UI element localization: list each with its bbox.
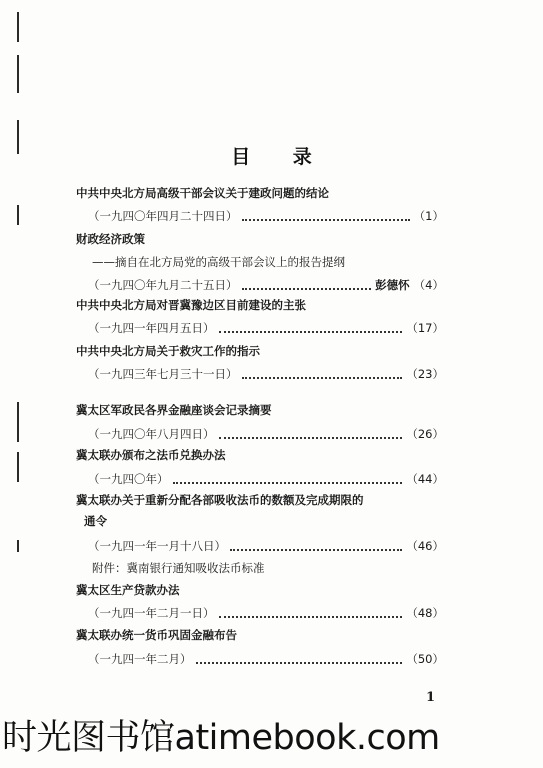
toc-entry-date: （一九四〇年四月二十四日） <box>88 209 238 223</box>
toc-title: 目 录 <box>231 146 330 168</box>
leader-dots <box>219 429 403 439</box>
toc-entry-date-line <box>88 471 444 487</box>
toc-entry-page: （17） <box>406 321 444 335</box>
toc-entry-title-continuation: 通令 <box>84 514 107 528</box>
toc-entry-date: （一九四一年二月） <box>88 652 192 666</box>
toc-entry-date: （一九四三年七月三十一日） <box>88 367 238 381</box>
toc-entry-date-line <box>88 426 444 442</box>
leader-dots <box>219 608 403 618</box>
toc-entry-date: （一九四〇年九月二十五日） <box>88 278 238 292</box>
toc-entry-date-line <box>88 320 444 336</box>
toc-entry-date-line <box>88 277 444 293</box>
toc-entry-date-line <box>88 651 444 667</box>
leader-dots <box>242 369 403 379</box>
toc-entry-date: （一九四一年四月五日） <box>88 321 215 335</box>
toc-entry-title: 冀太联办颁布之法币兑换办法 <box>76 448 226 462</box>
toc-entry-date: （一九四一年二月一日） <box>88 606 215 620</box>
toc-entry-page: （23） <box>406 367 444 381</box>
binding-mark <box>17 452 19 482</box>
binding-mark <box>17 402 19 442</box>
toc-entry-title: 冀太区军政民各界金融座谈会记录摘要 <box>76 403 272 417</box>
leader-dots <box>173 474 403 484</box>
toc-entry-page: （46） <box>406 539 444 553</box>
toc-entry-title: 中共中央北方局高级干部会议关于建政问题的结论 <box>76 186 329 200</box>
toc-entry-subtitle: ——摘自在北方局党的高级干部会议上的报告提纲 <box>92 255 345 269</box>
leader-dots <box>196 654 403 664</box>
leader-dots <box>242 211 410 221</box>
toc-entry-page: （4） <box>413 278 444 292</box>
leader-dots <box>230 541 402 551</box>
toc-entry-title: 冀太区生产贷款办法 <box>76 583 180 597</box>
toc-entry-author: 彭德怀 <box>375 278 410 292</box>
toc-entry-attachment: 附件：冀南银行通知吸收法币标准 <box>92 561 265 575</box>
binding-mark <box>17 540 19 552</box>
toc-entry-date-line <box>88 208 444 224</box>
leader-dots <box>242 280 372 290</box>
toc-entry-title: 冀太联办统一货币巩固金融布告 <box>76 628 237 642</box>
toc-entry-page: （1） <box>413 209 444 223</box>
binding-mark <box>17 12 19 42</box>
toc-entry-date: （一九四一年一月十八日） <box>88 539 226 553</box>
toc-entry-title: 中共中央北方局对晋冀豫边区目前建设的主张 <box>76 298 306 312</box>
toc-entry-title: 冀太联办关于重新分配各部吸收法币的数额及完成期限的 <box>76 493 364 507</box>
toc-entry-page: （26） <box>406 427 444 441</box>
toc-entry-page: （44） <box>406 472 444 486</box>
watermark: 时光图书馆atimebook.com <box>2 718 440 758</box>
binding-mark <box>17 55 19 93</box>
binding-mark <box>17 205 19 225</box>
page-number: 1 <box>426 690 436 705</box>
toc-entry-page: （50） <box>406 652 444 666</box>
toc-entry-page: （48） <box>406 606 444 620</box>
toc-entry-title: 财政经济政策 <box>76 232 145 246</box>
toc-entry-date: （一九四〇年八月四日） <box>88 427 215 441</box>
toc-entry-date: （一九四〇年） <box>88 472 169 486</box>
toc-entry-title: 中共中央北方局关于救灾工作的指示 <box>76 344 260 358</box>
leader-dots <box>219 323 403 333</box>
toc-entry-date-line <box>88 366 444 382</box>
toc-entry-date-line <box>88 605 444 621</box>
toc-entry-date-line <box>88 538 444 554</box>
